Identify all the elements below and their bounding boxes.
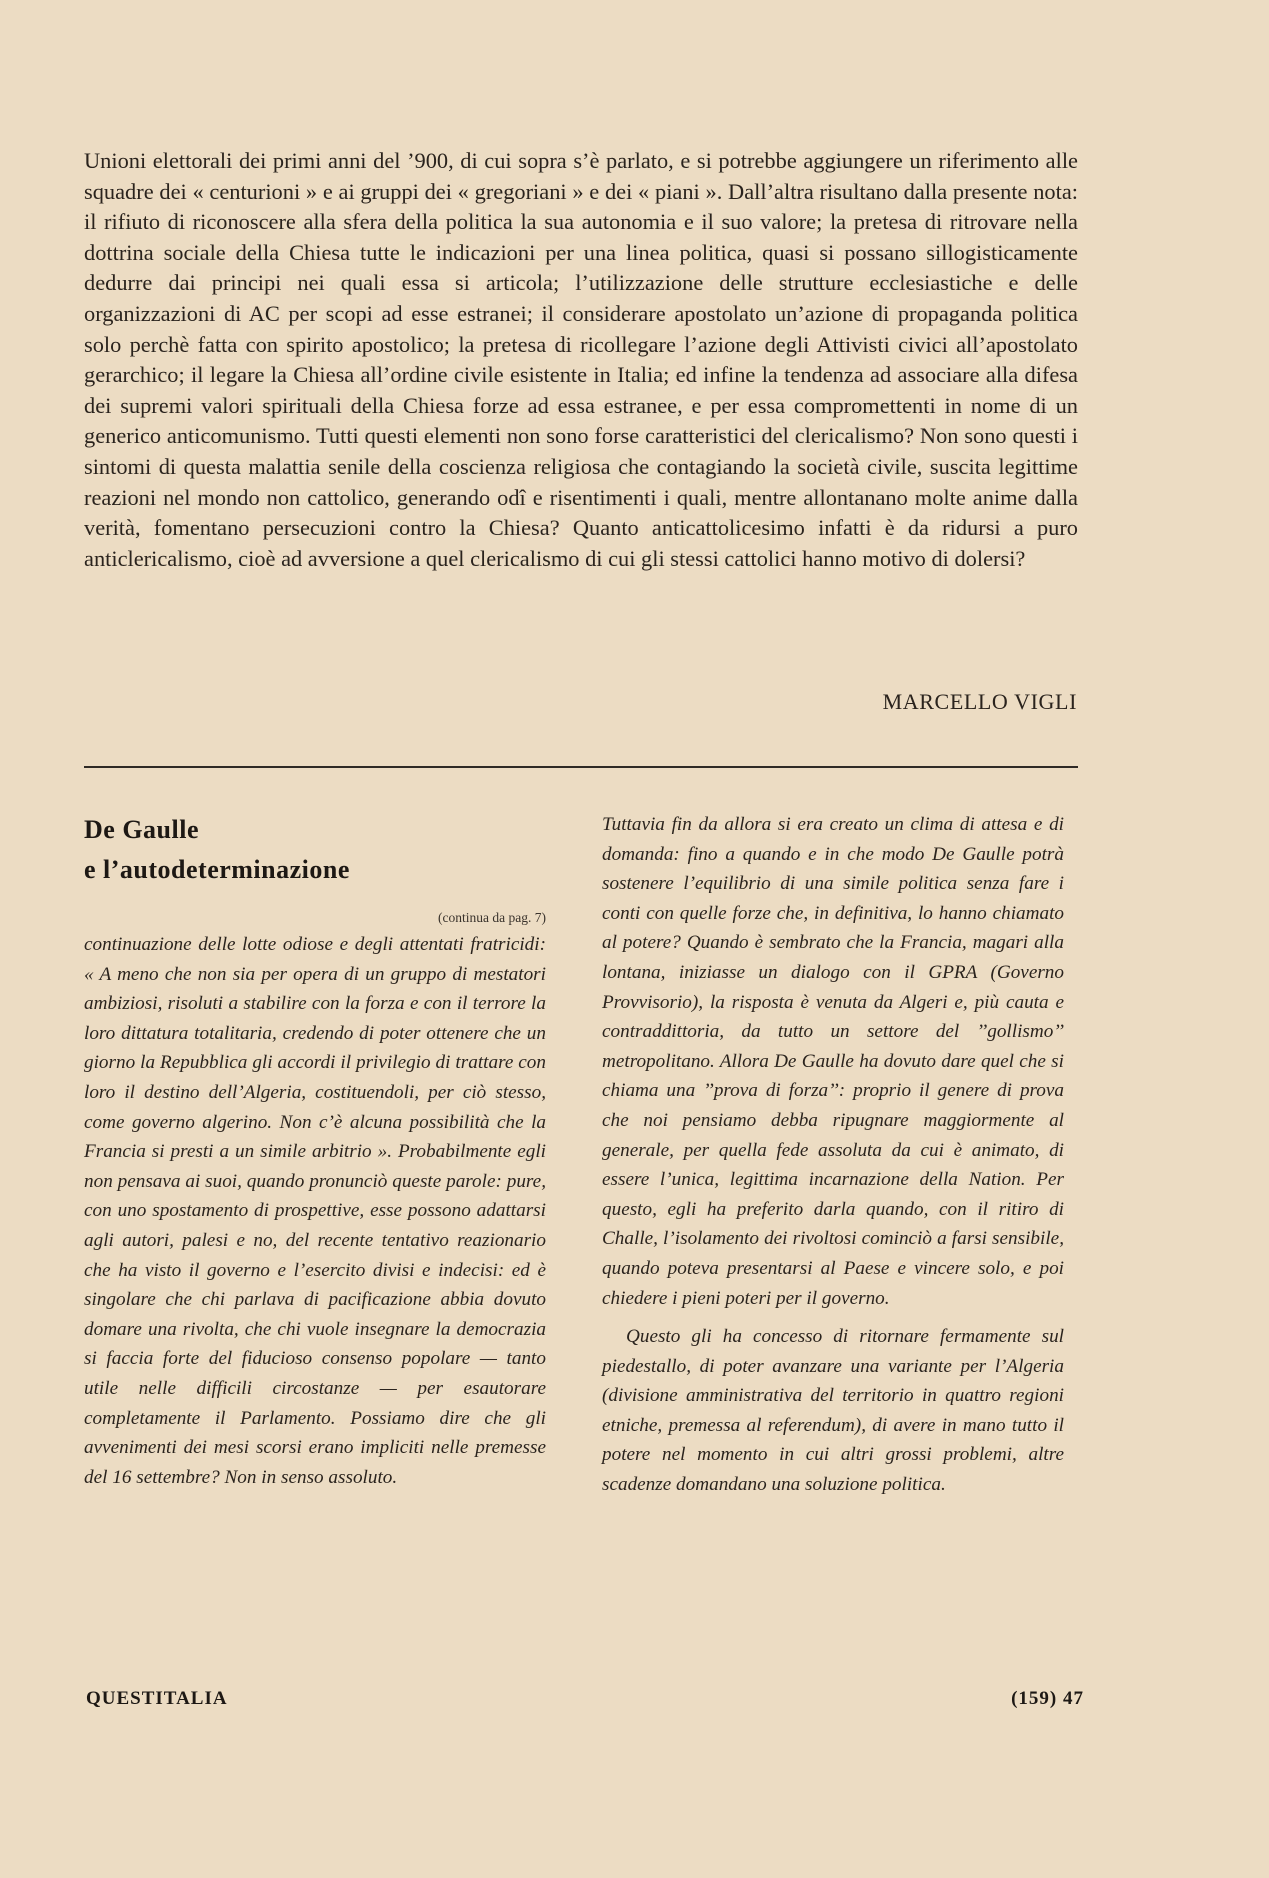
author-signature: MARCELLO VIGLI [882, 689, 1077, 714]
article-title-line-1: De Gaulle [84, 815, 199, 844]
left-column [84, 810, 546, 1492]
left-column-text: continuazione delle lotte odiose e degli attentati fratricidi: « A meno che non sia per opera di un gruppo di mestatori ambiziosi, risoluti a stabilire con la forza e con il terrore la loro dittatura totalitaria, credendo di poter ottenere che un giorno la Repubblica gli accordi il privilegio di trattare con loro il destino dell’Algeria, costituendoli, per ciò stesso, come governo algerino. Non c’è alcuna possibilità che la Francia si presti a un simile arbitrio ». Probabilmente egli non pensava ai suoi, quando pronunciò queste parole: pure, con uno spostamento di prospettive, esse possono adattarsi agli autori, palesi e no, del recente tentativo reazionario che ha visto il governo e l’esercito divisi e indecisi: ed è singolare che chi parlava di pacificazione abbia dovuto domare una rivolta, che chi vuole insegnare la democrazia si faccia forte del fiducioso consenso popolare — tanto utile nelle difficili circostanze — per esautorare completamente il Parlamento. Possiamo dire che gli avvenimenti dei mesi scorsi erano impliciti nelle premesse del 16 settembre? Non in senso assoluto. [84, 934, 546, 1488]
page-footer [86, 1688, 1084, 1710]
section-divider [84, 766, 1078, 768]
article-title [84, 810, 546, 890]
right-column [602, 810, 1064, 1500]
magazine-name: QUESTITALIA [86, 1688, 228, 1709]
right-column-paragraph-1: Tuttavia fin da allora si era creato un clima di attesa e di domanda: fino a quando e in che modo De Gaulle potrà sostenere l’equilibrio di una simile politica senza fare i conti con quelle forze che, in definitiva, lo hanno chiamato al potere? Quando è sembrato che la Francia, magari alla lontana, iniziasse un dialogo con il GPRA (Governo Provvisorio), la risposta è venuta da Algeri e, più cauta e contraddittoria, da tutto un settore del ’’gollismo’’ metropolitano. Allora De Gaulle ha dovuto dare quel che si chiama una ’’prova di forza’’: proprio il genere di prova che noi pensiamo debba ripugnare maggiormente al generale, per quella fede assoluta da cui è animato, di essere l’unica, legittima incarnazione della Nation. Per questo, egli ha preferito darla quando, con il ritiro di Challe, l’isolamento dei rivoltosi cominciò a farsi sensibile, quando poteva presentarsi al Paese e vincere solo, e poi chiedere i pieni poteri per il governo. [602, 814, 1064, 1309]
page-number: (159) 47 [1011, 1688, 1084, 1709]
article-paragraph: Unioni elettorali dei primi anni del ’900, di cui sopra s’è parlato, e si potrebbe aggiungere un riferimento alle squadre dei « centurioni » e ai gruppi dei « gregoriani » e dei « piani ». Dall’altra risultano dalla presente nota: il rifiuto di riconoscere alla sfera della politica la sua autonomia e il suo valore; la pretesa di ritrovare nella dottrina sociale della Chiesa tutte le indicazioni per una linea politica, quasi si possano sillogisticamente dedurre dai principi nei quali essa si articola; l’utilizzazione delle strutture ecclesiastiche e delle organizzazioni di AC per scopi ad esse estranei; il considerare apostolato un’azione di propaganda politica solo perchè fatta con spirito apostolico; la pretesa di ricollegare l’azione degli Attivisti civici all’apostolato gerarchico; il legare la Chiesa all’ordine civile esistente in Italia; ed infine la tendenza ad associare alla difesa dei supremi valori spirituali della Chiesa forze ad essa estranee, e per essa compromettenti in nome di un generico anticomunismo. Tutti questi elementi non sono forse caratteristici del clericalismo? Non sono questi i sintomi di questa malattia senile della coscienza religiosa che contagiando la società civile, suscita legittime reazioni nel mondo non cattolico, generando odî e risentimenti i quali, mentre allontanano molte anime dalla verità, fomentano persecuzioni contro la Chiesa? Quanto anticattolicesimo infatti è da ridursi a puro anticlericalismo, cioè ad avversione a quel clericalismo di cui gli stessi cattolici hanno motivo di dolersi? [84, 148, 1078, 571]
article-conclusion [84, 146, 1078, 574]
right-column-paragraph-2: Questo gli ha concesso di ritornare fermamente sul piedestallo, di poter avanzare una variante per l’Algeria (divisione amministrativa del territorio in quattro regioni etniche, premessa al referendum), di avere in mano tutto il potere nel momento in cui altri grossi problemi, altre scadenze domandano una soluzione politica. [602, 1326, 1064, 1496]
continuation-note: (continua da pag. 7) [438, 910, 546, 925]
article-title-line-2: e l’autodeterminazione [84, 855, 350, 884]
